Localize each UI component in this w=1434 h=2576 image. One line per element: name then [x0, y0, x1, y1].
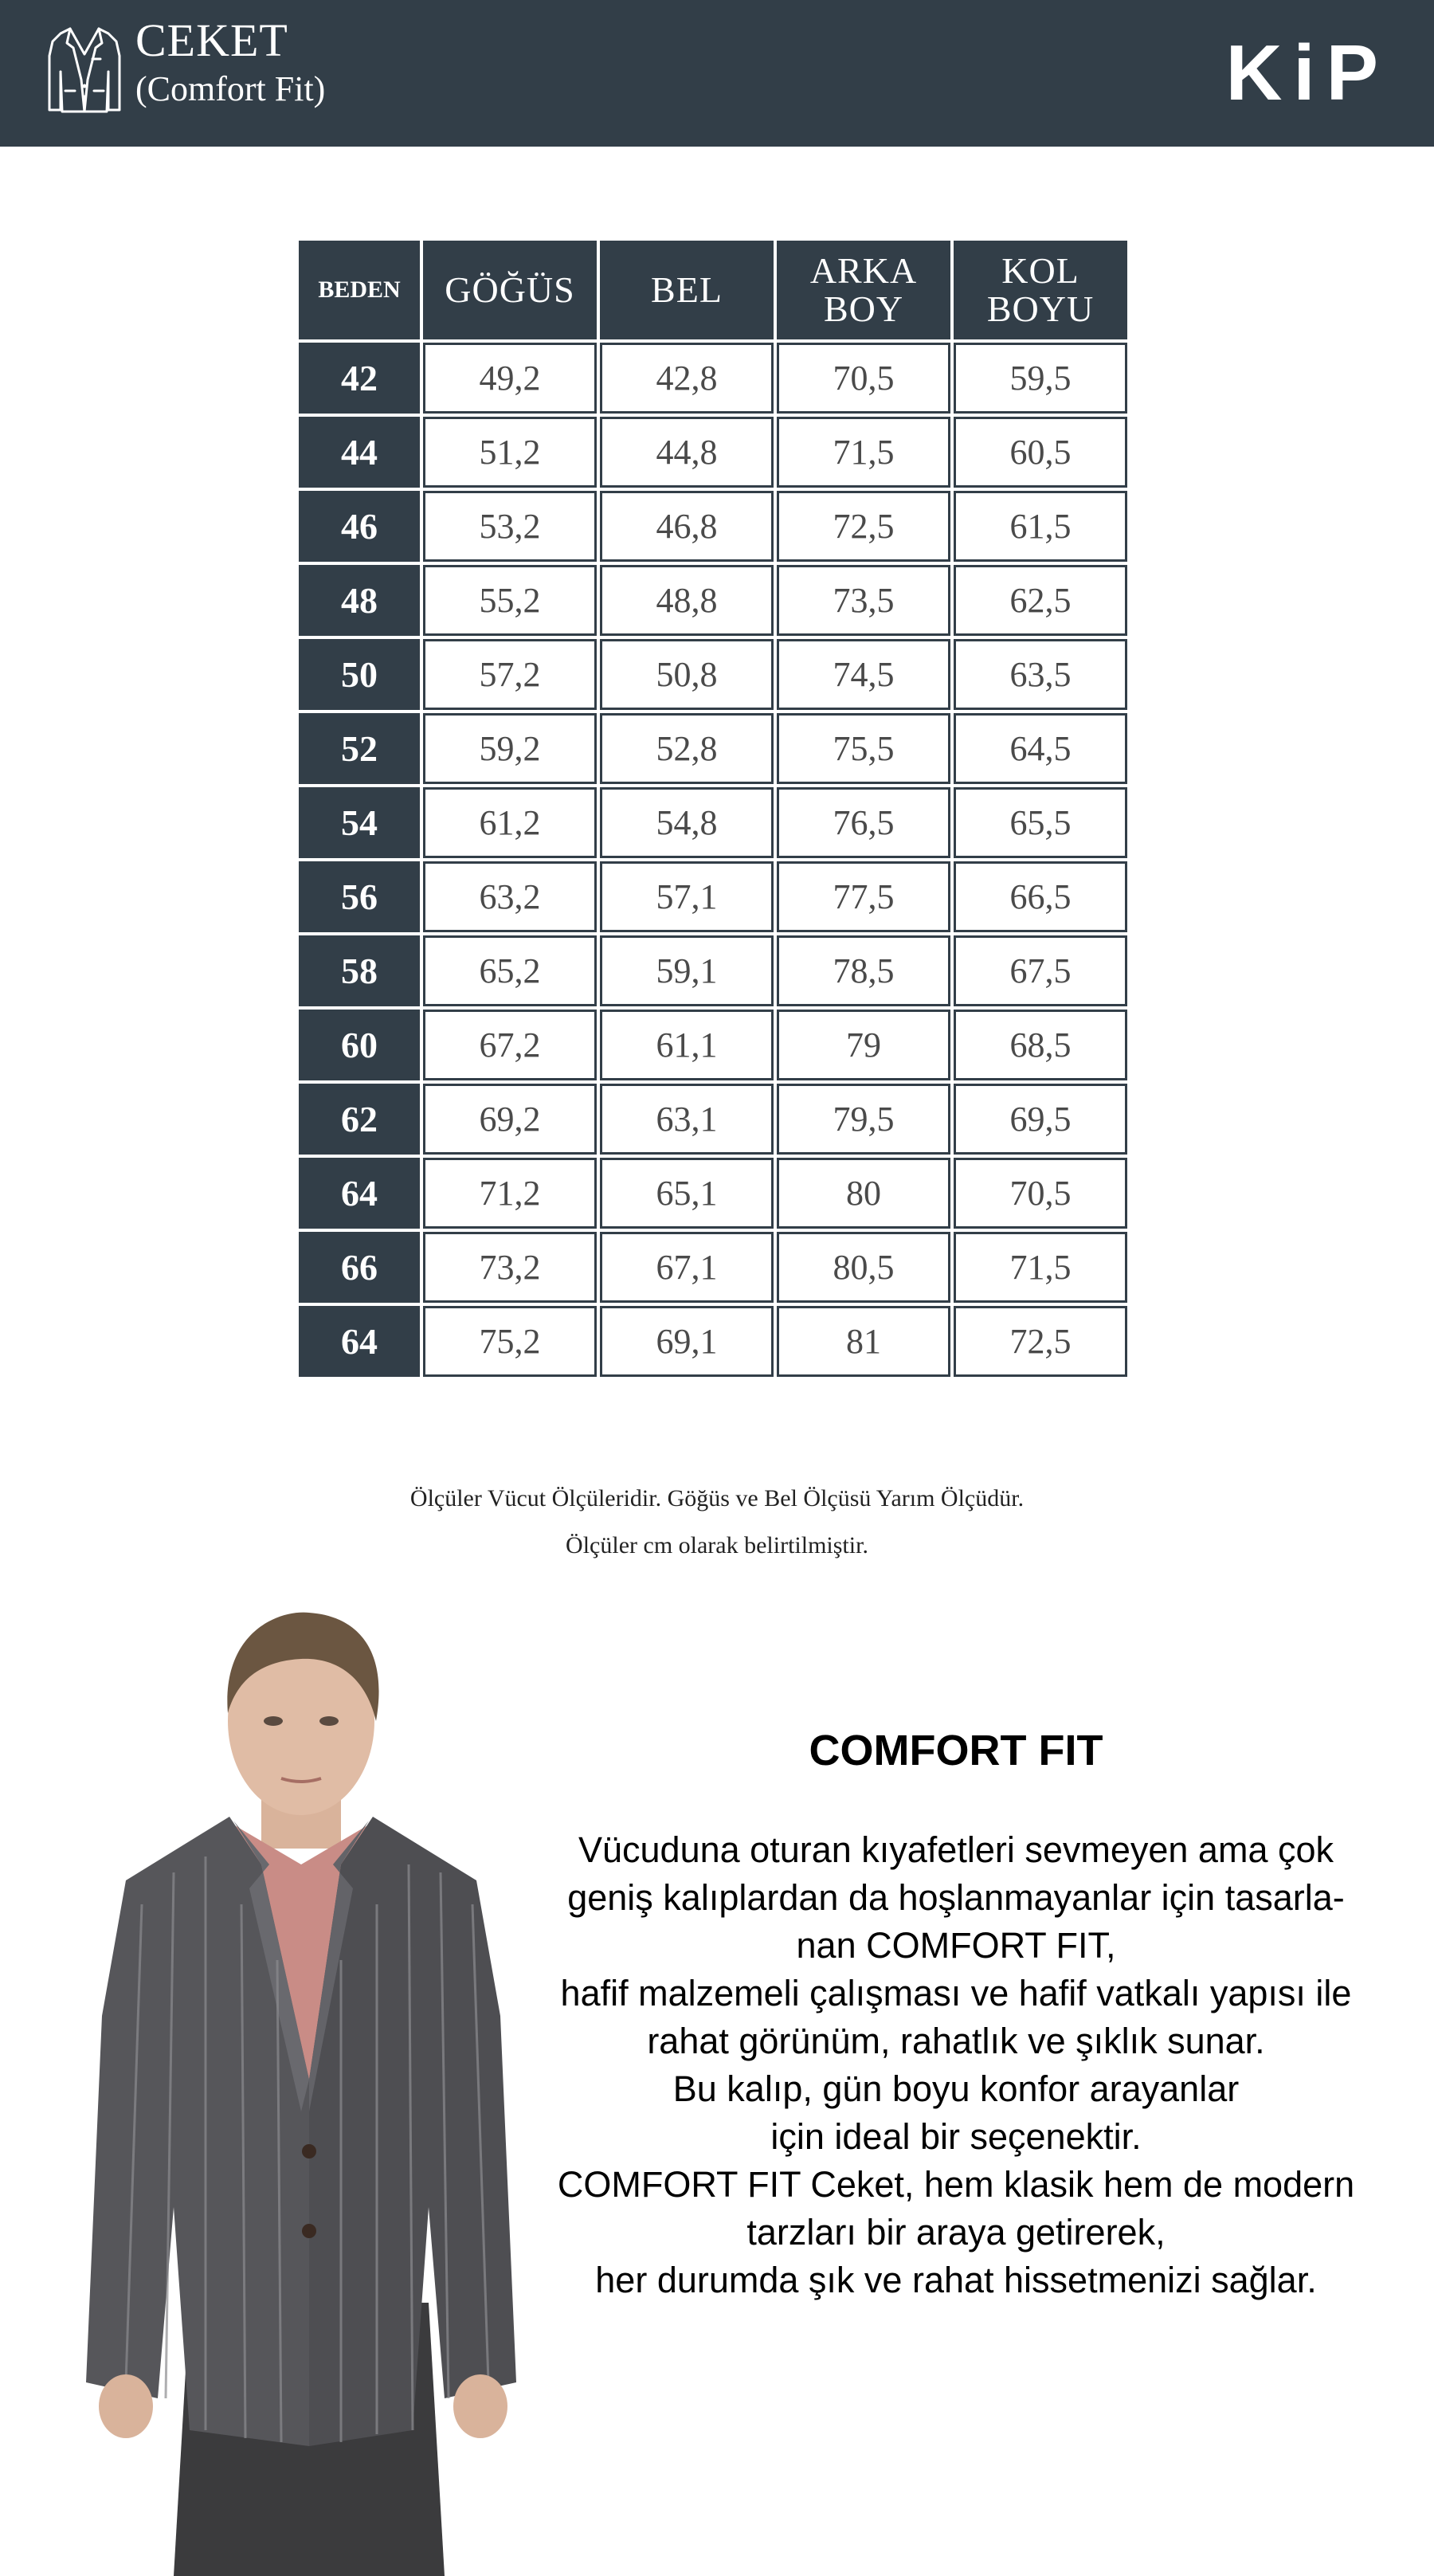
table-row [299, 1306, 1127, 1377]
table-row [299, 861, 1127, 932]
gogus-cell: 71,2 [423, 1158, 597, 1229]
size-cell: 62 [299, 1084, 420, 1155]
arka-boy-cell: 74,5 [777, 639, 950, 710]
gogus-cell: 49,2 [423, 343, 597, 414]
fit-line: tarzları bir araya getirerek, [746, 2212, 1166, 2253]
kol-boyu-cell: 68,5 [954, 1010, 1127, 1080]
fit-line: Vücuduna oturan kıyafetleri sevmeyen ama çok [578, 1829, 1334, 1870]
bel-cell: 54,8 [600, 787, 774, 858]
table-row [299, 1010, 1127, 1080]
fit-title: COMFORT FIT [809, 1727, 1103, 1774]
size-cell: 66 [299, 1232, 420, 1303]
header-gogus: GÖĞÜS [423, 241, 597, 339]
gogus-cell: 69,2 [423, 1084, 597, 1155]
size-cell: 42 [299, 343, 420, 414]
model-photo [70, 1602, 532, 2576]
kol-boyu-cell: 67,5 [954, 935, 1127, 1006]
gogus-cell: 55,2 [423, 565, 597, 636]
gogus-cell: 59,2 [423, 713, 597, 784]
kol-boyu-cell: 63,5 [954, 639, 1127, 710]
size-cell: 44 [299, 417, 420, 488]
kol-boyu-cell: 66,5 [954, 861, 1127, 932]
kol-boyu-cell: 65,5 [954, 787, 1127, 858]
arka-boy-cell: 77,5 [777, 861, 950, 932]
size-cell: 54 [299, 787, 420, 858]
table-row [299, 787, 1127, 858]
table-row [299, 1158, 1127, 1229]
bel-cell: 63,1 [600, 1084, 774, 1155]
fit-line: hafif malzemeli çalışması ve hafif vatkalı yapısı ile [560, 1973, 1352, 2013]
table-row [299, 935, 1127, 1006]
arka-boy-cell: 78,5 [777, 935, 950, 1006]
kol-boyu-cell: 59,5 [954, 343, 1127, 414]
arka-boy-cell: 71,5 [777, 417, 950, 488]
kol-boyu-cell: 60,5 [954, 417, 1127, 488]
gogus-cell: 53,2 [423, 491, 597, 562]
table-row [299, 417, 1127, 488]
arka-boy-cell: 72,5 [777, 491, 950, 562]
bel-cell: 65,1 [600, 1158, 774, 1229]
jacket-icon [46, 24, 123, 115]
table-row [299, 1232, 1127, 1303]
arka-boy-cell: 80 [777, 1158, 950, 1229]
arka-boy-cell: 76,5 [777, 787, 950, 858]
bel-cell: 46,8 [600, 491, 774, 562]
gogus-cell: 67,2 [423, 1010, 597, 1080]
table-row [299, 565, 1127, 636]
header-title: CEKET [135, 14, 288, 66]
gogus-cell: 61,2 [423, 787, 597, 858]
kol-boyu-cell: 70,5 [954, 1158, 1127, 1229]
bel-cell: 59,1 [600, 935, 774, 1006]
gogus-cell: 65,2 [423, 935, 597, 1006]
fit-line: COMFORT FIT Ceket, hem klasik hem de modern [557, 2164, 1355, 2205]
kol-boyu-cell: 64,5 [954, 713, 1127, 784]
size-cell: 58 [299, 935, 420, 1006]
arka-boy-cell: 70,5 [777, 343, 950, 414]
fit-line: için ideal bir seçenektir. [770, 2116, 1142, 2157]
gogus-cell: 63,2 [423, 861, 597, 932]
table-row [299, 491, 1127, 562]
unit-note: Ölçüler cm olarak belirtilmiştir. [566, 1532, 868, 1559]
size-cell: 50 [299, 639, 420, 710]
kol-boyu-cell: 62,5 [954, 565, 1127, 636]
size-cell: 60 [299, 1010, 420, 1080]
arka-boy-cell: 79 [777, 1010, 950, 1080]
arka-boy-cell: 80,5 [777, 1232, 950, 1303]
gogus-cell: 75,2 [423, 1306, 597, 1377]
kol-boyu-cell: 71,5 [954, 1232, 1127, 1303]
header-subtitle: (Comfort Fit) [135, 69, 326, 108]
gogus-cell: 73,2 [423, 1232, 597, 1303]
fit-line: nan COMFORT FIT, [796, 1925, 1116, 1966]
size-cell: 64 [299, 1158, 420, 1229]
table-row [299, 639, 1127, 710]
arka-boy-cell: 75,5 [777, 713, 950, 784]
brand-logo: KiP [1225, 29, 1389, 116]
header-beden: BEDEN [299, 241, 420, 339]
bel-cell: 50,8 [600, 639, 774, 710]
table-row [299, 343, 1127, 414]
header-bel: BEL [600, 241, 774, 339]
gogus-cell: 57,2 [423, 639, 597, 710]
bel-cell: 48,8 [600, 565, 774, 636]
size-cell: 48 [299, 565, 420, 636]
kol-boyu-cell: 69,5 [954, 1084, 1127, 1155]
arka-boy-cell: 79,5 [777, 1084, 950, 1155]
bel-cell: 44,8 [600, 417, 774, 488]
bel-cell: 67,1 [600, 1232, 774, 1303]
size-cell: 52 [299, 713, 420, 784]
size-cell: 64 [299, 1306, 420, 1377]
header-bar [0, 0, 1434, 147]
bel-cell: 57,1 [600, 861, 774, 932]
size-table [296, 237, 1130, 1380]
arka-boy-cell: 81 [777, 1306, 950, 1377]
table-row [299, 1084, 1127, 1155]
table-header-row [299, 241, 1127, 339]
measurement-note: Ölçüler Vücut Ölçüleridir. Göğüs ve Bel Ölçüsü Yarım Ölçüdür. [409, 1485, 1025, 1511]
fit-line: geniş kalıplardan da hoşlanmayanlar için tasarla- [567, 1877, 1345, 1918]
bel-cell: 69,1 [600, 1306, 774, 1377]
bel-cell: 52,8 [600, 713, 774, 784]
kol-boyu-cell: 72,5 [954, 1306, 1127, 1377]
fit-line: Bu kalıp, gün boyu konfor arayanlar [672, 2068, 1240, 2109]
header-kol-boyu: KOL BOYU [954, 241, 1127, 339]
table-row [299, 713, 1127, 784]
size-cell: 46 [299, 491, 420, 562]
bel-cell: 42,8 [600, 343, 774, 414]
fit-line: her durumda şık ve rahat hissetmenizi sağlar. [595, 2260, 1317, 2300]
kol-boyu-cell: 61,5 [954, 491, 1127, 562]
gogus-cell: 51,2 [423, 417, 597, 488]
arka-boy-cell: 73,5 [777, 565, 950, 636]
size-cell: 56 [299, 861, 420, 932]
fit-line: rahat görünüm, rahatlık ve şıklık sunar. [647, 2021, 1265, 2061]
fit-description [526, 1826, 1386, 2304]
bel-cell: 61,1 [600, 1010, 774, 1080]
header-arka-boy: ARKA BOY [777, 241, 950, 339]
